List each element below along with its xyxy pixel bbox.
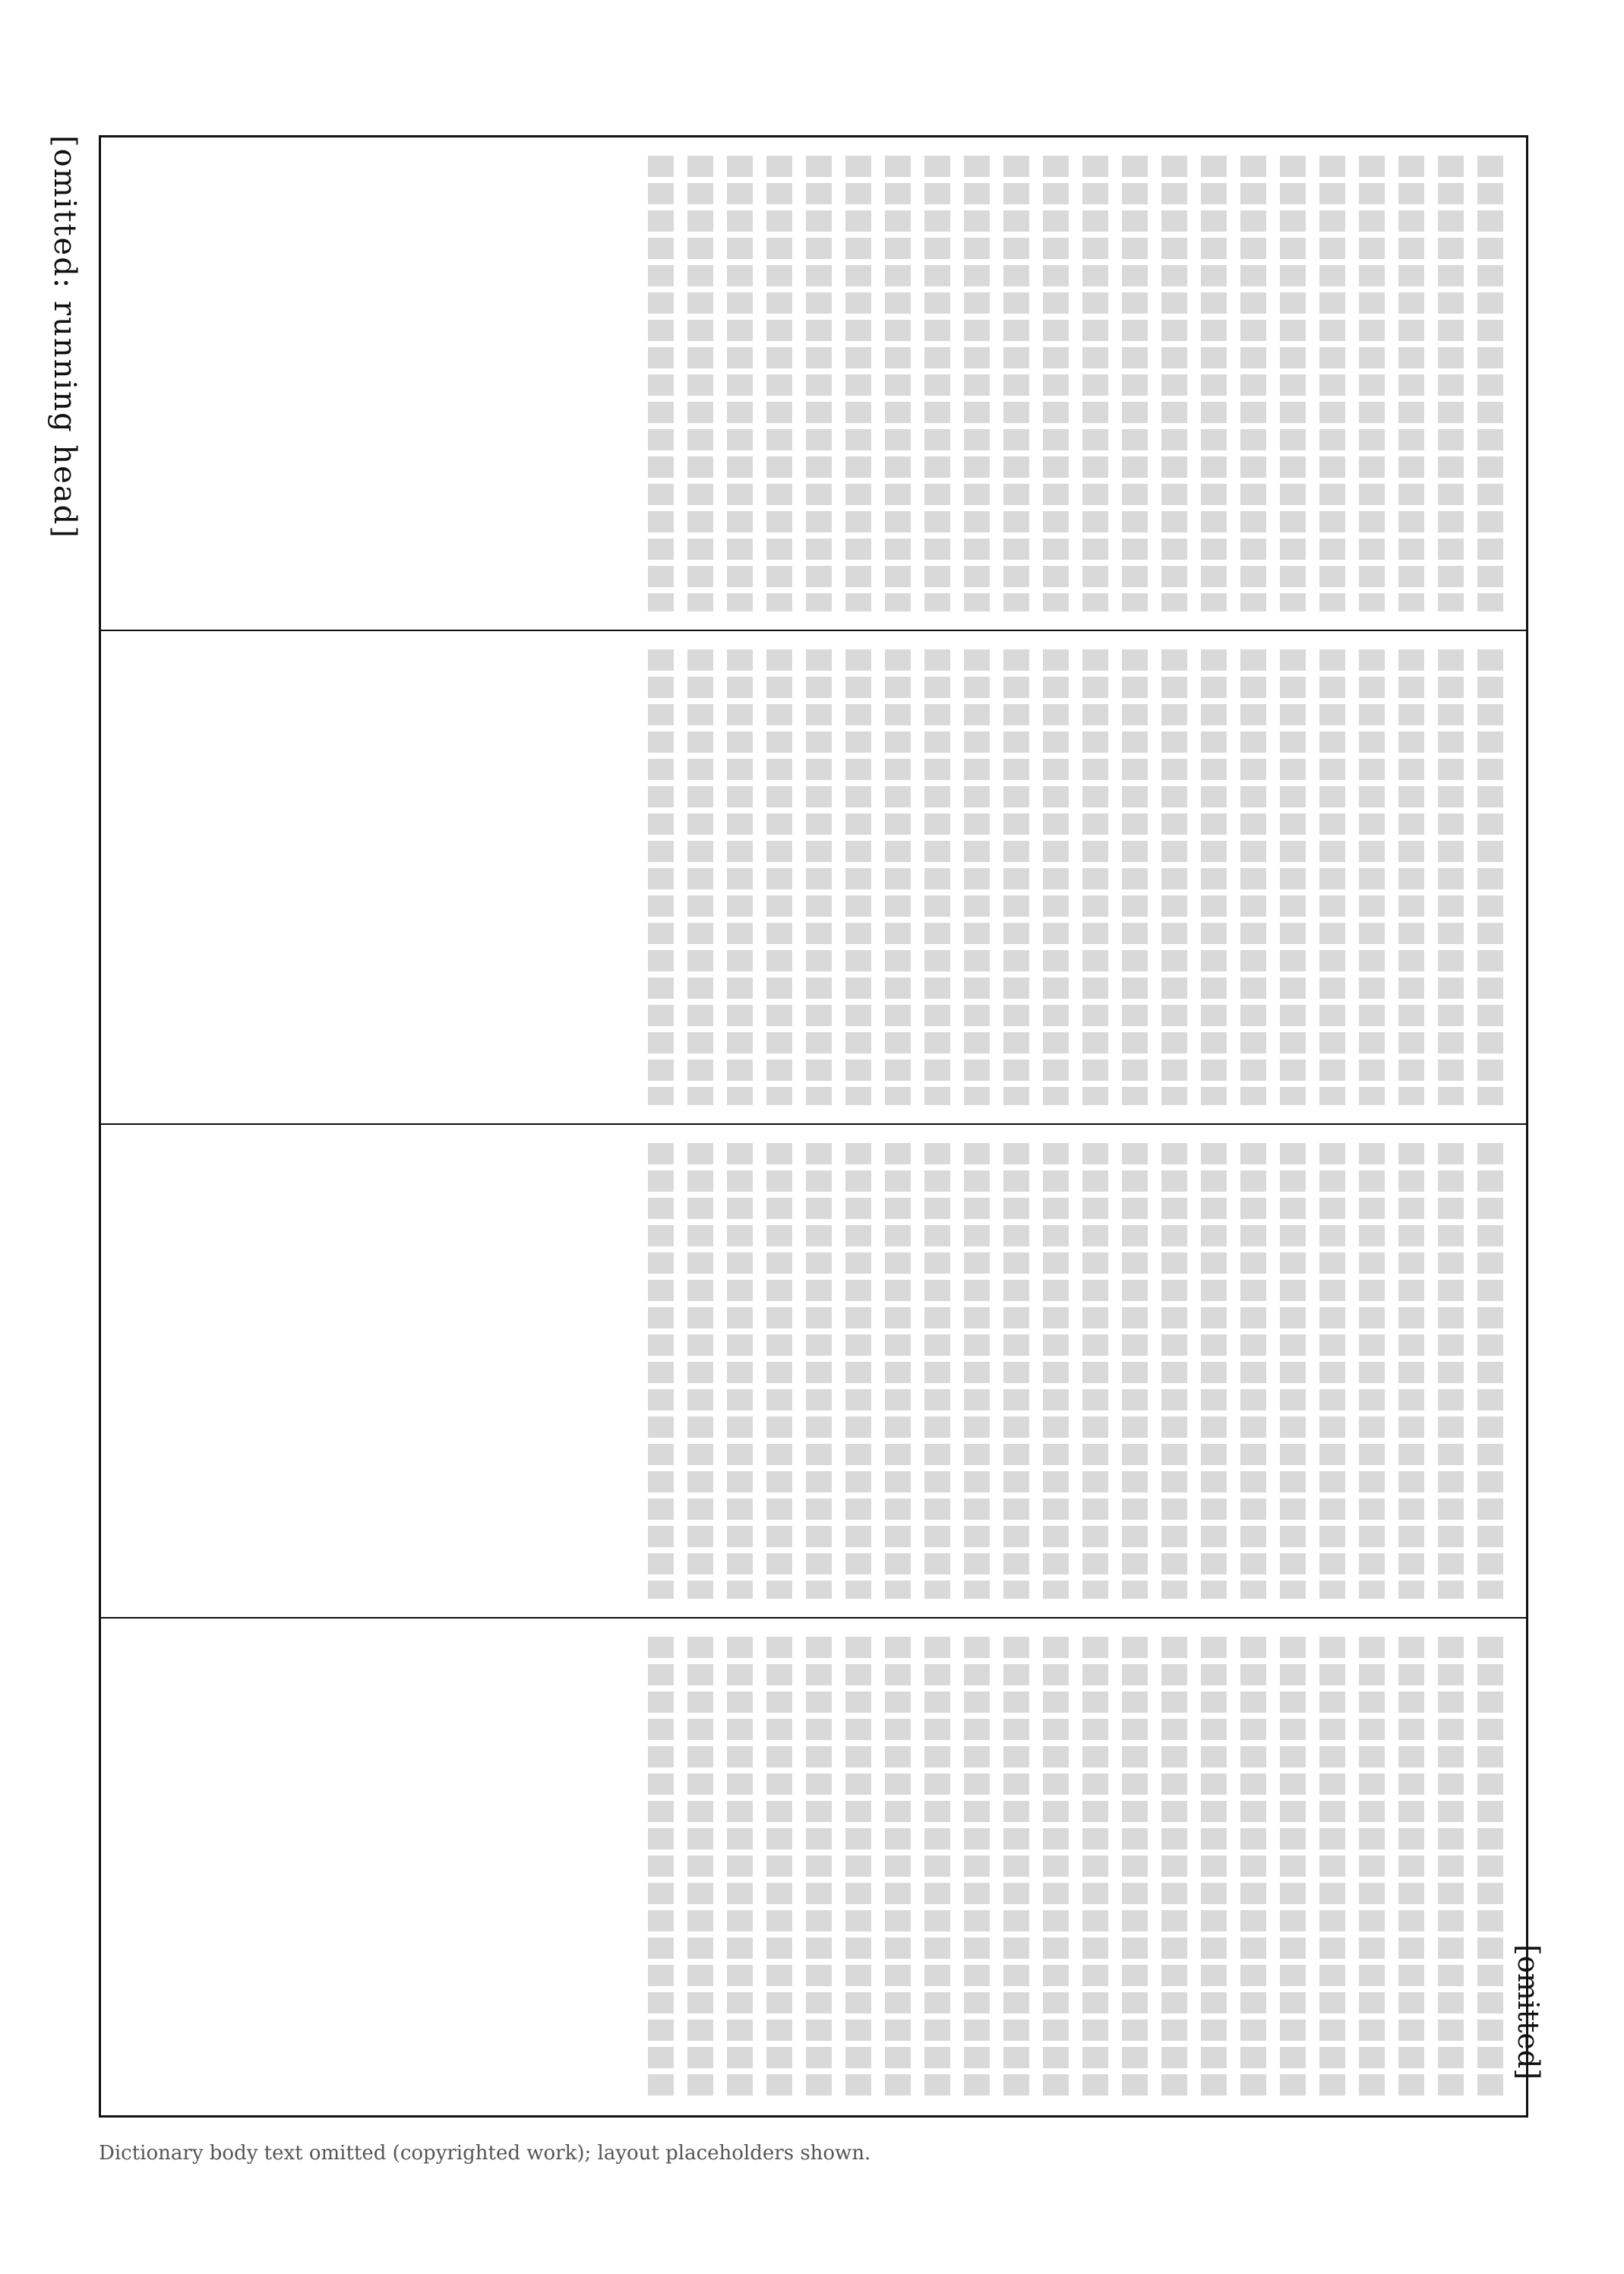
text-column-placeholder: [806, 156, 832, 611]
text-column-placeholder: [1280, 1143, 1306, 1599]
page-frame: [99, 135, 1528, 2118]
text-column-placeholder: [924, 156, 950, 611]
text-column-placeholder: [964, 156, 990, 611]
omission-notice: Dictionary body text omitted (copyrighted work); layout placeholders shown.: [99, 2142, 871, 2165]
text-column-placeholder: [885, 1143, 911, 1599]
text-column-placeholder: [648, 1637, 674, 2102]
text-column-placeholder: [964, 1637, 990, 2102]
text-column-placeholder: [766, 156, 792, 611]
text-column-placeholder: [1359, 1143, 1385, 1599]
text-column-placeholder: [845, 1143, 871, 1599]
text-column-placeholder: [1438, 649, 1464, 1105]
text-column-placeholder: [845, 156, 871, 611]
text-column-placeholder: [1359, 1637, 1385, 2102]
text-column-placeholder: [1477, 156, 1503, 611]
text-column-placeholder: [1082, 156, 1108, 611]
text-column-placeholder: [766, 649, 792, 1105]
text-column-placeholder: [924, 649, 950, 1105]
text-column-placeholder: [1477, 1143, 1503, 1599]
text-column-placeholder: [1122, 1637, 1148, 2102]
text-column-placeholder: [1161, 649, 1187, 1105]
text-column-placeholder: [1003, 1637, 1029, 2102]
text-column-placeholder: [687, 156, 713, 611]
text-column-placeholder: [727, 1143, 753, 1599]
text-column-placeholder: [1082, 1143, 1108, 1599]
text-column-placeholder: [1043, 1637, 1069, 2102]
text-column-placeholder: [1122, 156, 1148, 611]
text-column-placeholder: [1201, 156, 1227, 611]
text-column-placeholder: [1438, 1637, 1464, 2102]
text-column-placeholder: [1477, 1637, 1503, 2102]
text-column-placeholder: [806, 1637, 832, 2102]
text-column-placeholder: [806, 1143, 832, 1599]
text-column-placeholder: [1003, 1143, 1029, 1599]
text-column-placeholder: [687, 1143, 713, 1599]
text-column-placeholder: [727, 156, 753, 611]
text-column-placeholder: [1319, 1143, 1345, 1599]
page-number: [omitted]: [1512, 1944, 1545, 2080]
text-column-placeholder: [1240, 649, 1266, 1105]
text-column-placeholder: [1477, 649, 1503, 1105]
text-columns: [124, 156, 1503, 611]
text-column-placeholder: [924, 1637, 950, 2102]
text-column-placeholder: [1122, 1143, 1148, 1599]
text-column-placeholder: [648, 649, 674, 1105]
tier-2: [101, 631, 1526, 1125]
text-column-placeholder: [885, 1637, 911, 2102]
text-column-placeholder: [1240, 1143, 1266, 1599]
text-column-placeholder: [1359, 156, 1385, 611]
text-column-placeholder: [1398, 649, 1424, 1105]
text-column-placeholder: [845, 1637, 871, 2102]
text-column-placeholder: [1280, 649, 1306, 1105]
tier-1: [101, 137, 1526, 631]
text-column-placeholder: [1043, 649, 1069, 1105]
text-column-placeholder: [1438, 156, 1464, 611]
text-column-placeholder: [1082, 1637, 1108, 2102]
text-column-placeholder: [1240, 1637, 1266, 2102]
text-column-placeholder: [1280, 1637, 1306, 2102]
text-column-placeholder: [1082, 649, 1108, 1105]
text-columns: [124, 649, 1503, 1105]
text-column-placeholder: [1398, 1637, 1424, 2102]
text-column-placeholder: [1319, 649, 1345, 1105]
text-column-placeholder: [1398, 156, 1424, 611]
text-column-placeholder: [648, 1143, 674, 1599]
text-column-placeholder: [1240, 156, 1266, 611]
text-column-placeholder: [766, 1143, 792, 1599]
text-column-placeholder: [1319, 156, 1345, 611]
text-column-placeholder: [1201, 1637, 1227, 2102]
text-column-placeholder: [687, 1637, 713, 2102]
text-column-placeholder: [648, 156, 674, 611]
text-column-placeholder: [1280, 156, 1306, 611]
text-column-placeholder: [885, 649, 911, 1105]
tier-3: [101, 1125, 1526, 1619]
text-column-placeholder: [885, 156, 911, 611]
text-columns: [124, 1637, 1503, 2102]
tier-4: [101, 1619, 1526, 2120]
text-column-placeholder: [766, 1637, 792, 2102]
text-column-placeholder: [1398, 1143, 1424, 1599]
text-column-placeholder: [687, 649, 713, 1105]
text-column-placeholder: [727, 1637, 753, 2102]
running-head: [omitted: running head]: [47, 135, 82, 539]
text-column-placeholder: [1003, 156, 1029, 611]
text-column-placeholder: [1201, 649, 1227, 1105]
text-column-placeholder: [1161, 1143, 1187, 1599]
text-column-placeholder: [727, 649, 753, 1105]
text-column-placeholder: [1161, 1637, 1187, 2102]
text-column-placeholder: [1161, 156, 1187, 611]
text-column-placeholder: [1122, 649, 1148, 1105]
text-column-placeholder: [1043, 1143, 1069, 1599]
text-column-placeholder: [1003, 649, 1029, 1105]
text-column-placeholder: [964, 649, 990, 1105]
text-column-placeholder: [1319, 1637, 1345, 2102]
text-column-placeholder: [1438, 1143, 1464, 1599]
text-column-placeholder: [845, 649, 871, 1105]
text-columns: [124, 1143, 1503, 1599]
text-column-placeholder: [1201, 1143, 1227, 1599]
text-column-placeholder: [924, 1143, 950, 1599]
text-column-placeholder: [1359, 649, 1385, 1105]
text-column-placeholder: [1043, 156, 1069, 611]
text-column-placeholder: [964, 1143, 990, 1599]
text-column-placeholder: [806, 649, 832, 1105]
